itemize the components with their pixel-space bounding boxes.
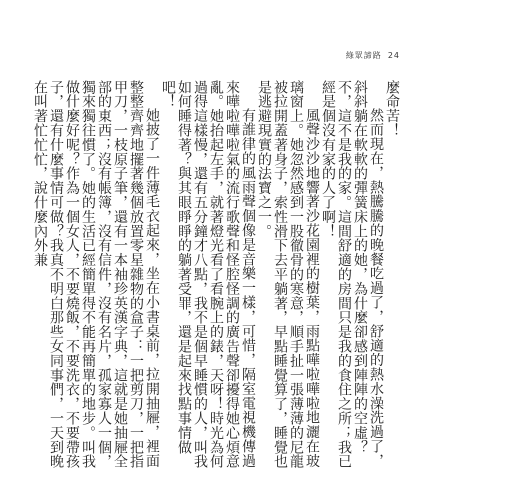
paragraph: 然而現在，熱騰騰的晚餐吃過了，舒適的熱水澡洗過了，斜斜躺在軟軟的彈簧床上的她，為什麼卻感到陣陣的空虛？不，這不是我的家。這間舒適的房間只是我的食住之所；我已經是個沒有家的人了啊！ [320,80,384,469]
paragraph: 風聲沙沙地響著沙花園裡的樹葉，雨點嘩啦嘩啦地灑在玻璃窗上。她忽然感到一股徹骨的寒意，順手扯一張薄薄的尼龍被拉開蓋著身子，索性滑下去平躺著，早點睡覺算了，睡覺也是逃避現實的法寶之一。 [256,80,320,469]
paragraph-continuation: 麼命苦！ [384,80,400,138]
paragraph: 有誰律的風雨聲個像是音樂一樣，可惜，隔室電視機傳過來嘩啦嘩啦氣的流行歌聲和怪腔怪調的廣告聲卻擾得她心煩意亂。她抬起左手，就著燈光看了看腕上的錶，天呀！時光為何過得這樣慢，還有五分鐘才八點，我不是個早睡慣的人，叫我如何睡得著？與其眼睜睜的躺著受罪，還是起來找點事情做吧！ [160,80,256,469]
body-text [32,80,400,475]
paragraph: 她披了一件薄毛衣起來，坐在小書桌前，拉開抽屜，裡面整整齊齊地擺著幾個放置零星雜物的盒子：一把剪刀，一把指甲刀，一枝原子筆，還有一本袖珍英漢字典，這就是她抽屜全部的東西；沒有帳簿，沒有信件，沒有名片，孤家寡人一個，獨來獨往慣了。她的生活已經簡單得不能再簡單的地步。叫我做什麼好呢？作為一個女人，不要燒飯，不要洗衣，不要帶孩子，還有什麼事情可做？我真不明白那些女同事們，一天到晚在叫著忙忙忙，說什麼內外兼 [32,80,160,469]
page-number: 24 [387,51,400,60]
running-title: 綠眾諦路 [345,51,382,60]
page-header [340,50,400,61]
